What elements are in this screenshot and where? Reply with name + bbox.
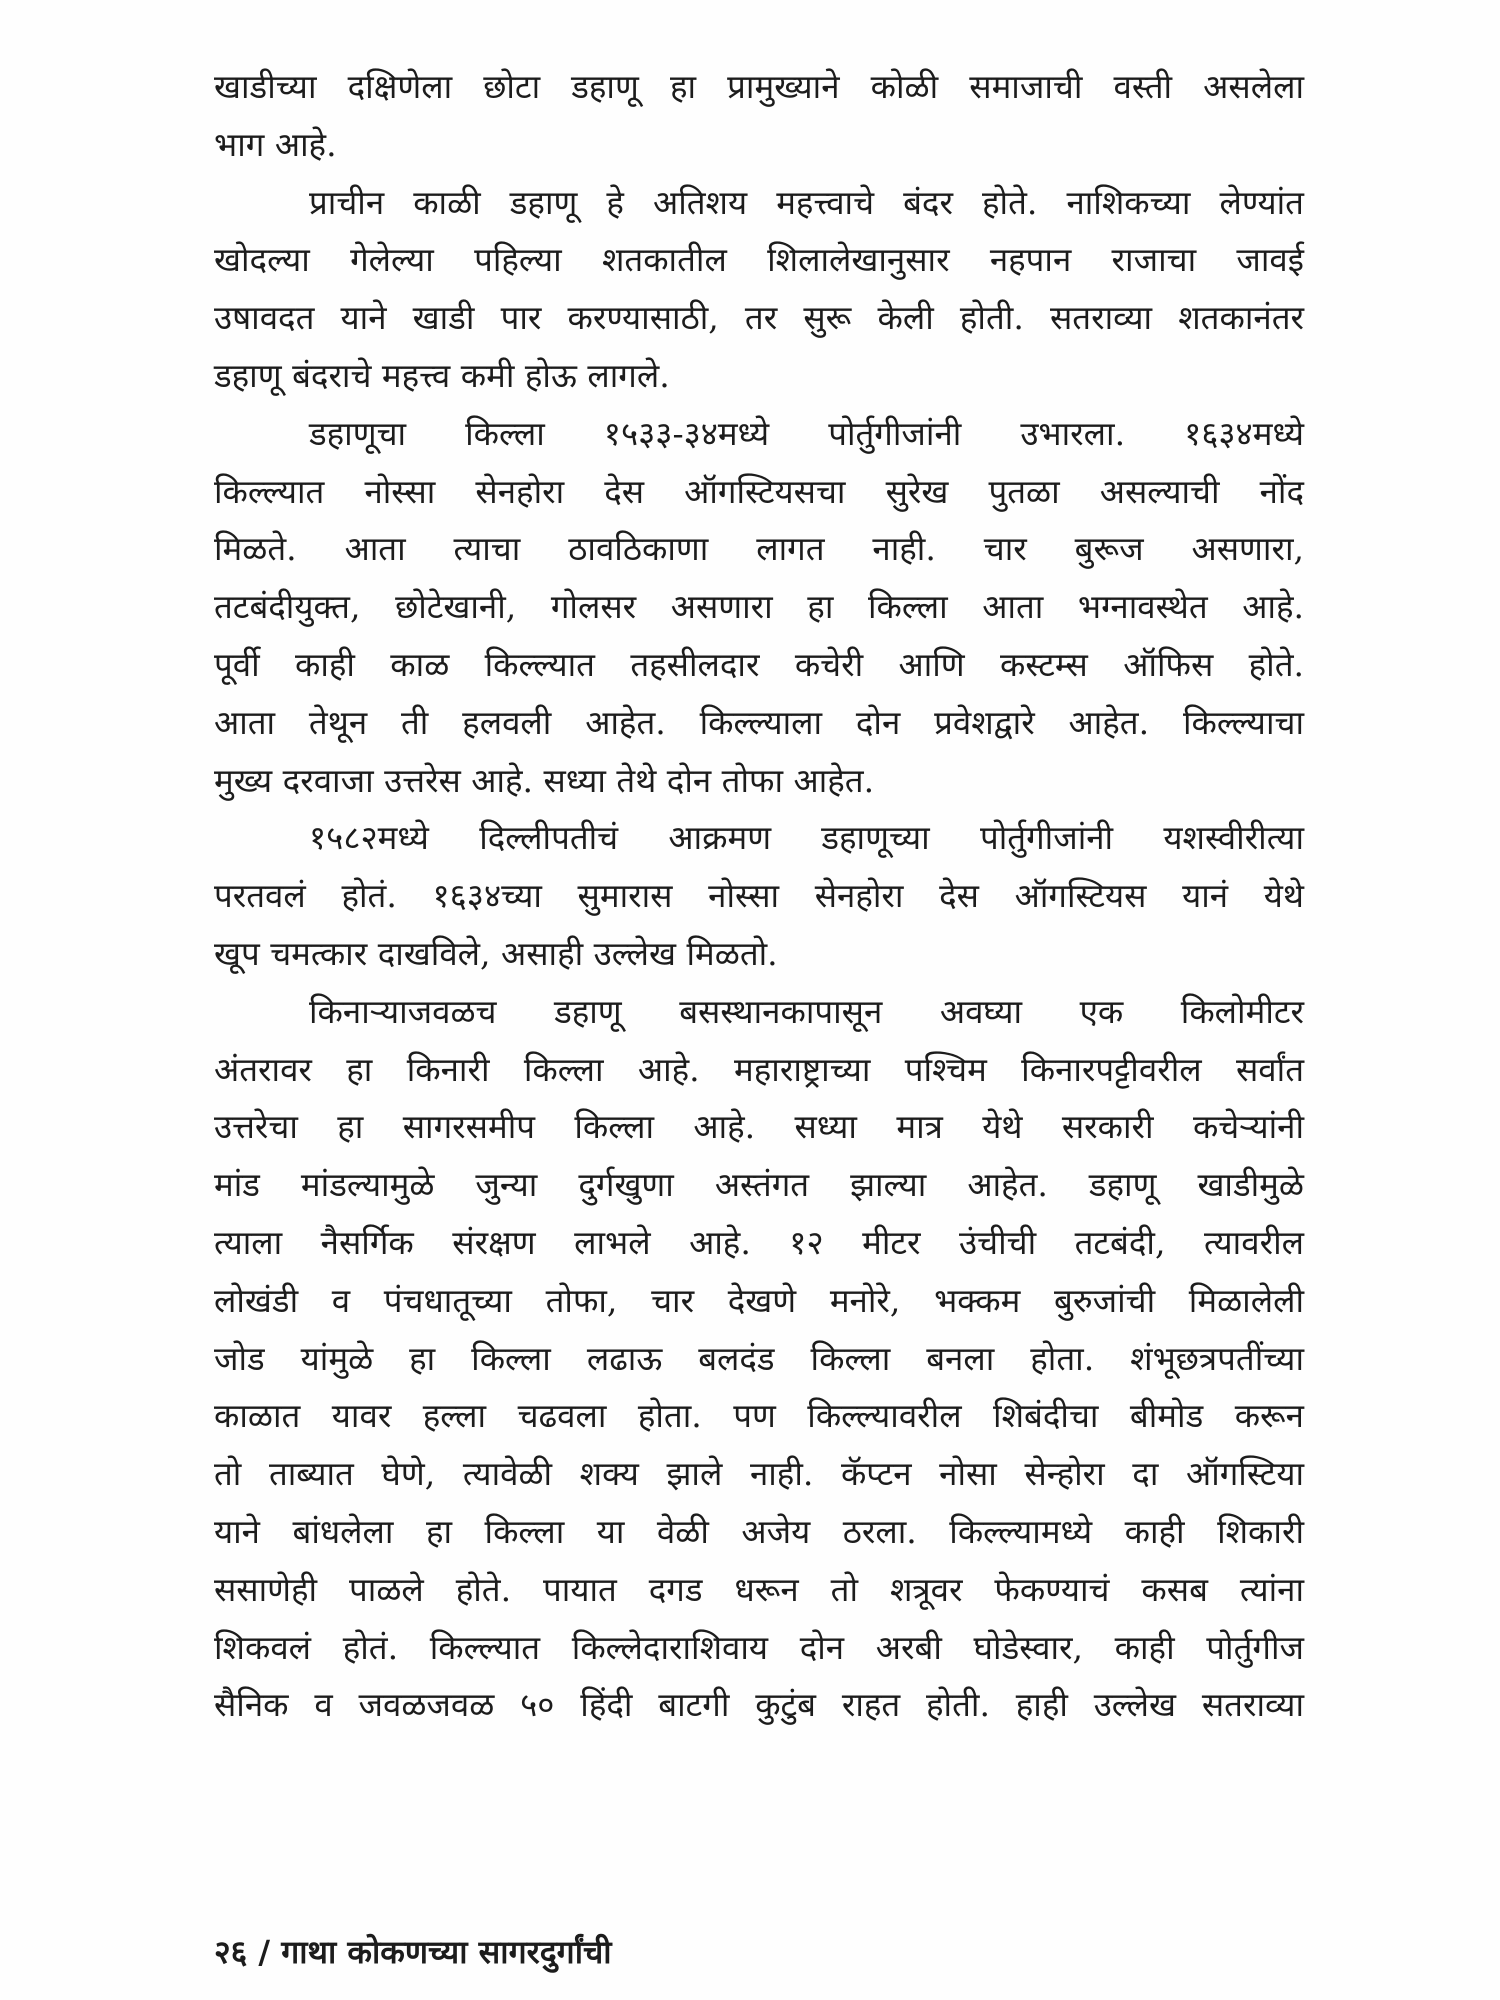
paragraph-start-line: प्राचीन काळी डहाणू हे अतिशय महत्त्वाचे बंदर होते. नाशिकच्या लेण्यांत [309, 182, 1304, 222]
paragraph-start-line: किनाऱ्याजवळच डहाणू बसस्थानकापासून अवघ्या एक किलोमीटर [309, 991, 1304, 1031]
text-line: मुख्य दरवाजा उत्तरेस आहे. सध्या तेथे दोन तोफा आहेत. [214, 760, 875, 800]
text-line: काळात यावर हल्ला चढवला होता. पण किल्ल्यावरील शिबंदीचा बीमोड करून [214, 1396, 1304, 1436]
text-line: शिकवलं होतं. किल्ल्यात किल्लेदाराशिवाय दोन अरबी घोडेस्वार, काही पोर्तुगीज [214, 1627, 1304, 1667]
text-line: खाडीच्या दक्षिणेला छोटा डहाणू हा प्रामुख्याने कोळी समाजाची वस्ती असलेला [214, 67, 1304, 106]
text-line: आता तेथून ती हलवली आहेत. किल्ल्याला दोन प्रवेशद्वारे आहेत. किल्ल्याचा [214, 702, 1304, 742]
text-line: मांड मांडल्यामुळे जुन्या दुर्गखुणा अस्तंगत झाल्या आहेत. डहाणू खाडीमुळे [214, 1165, 1304, 1205]
text-line: उषावदत याने खाडी पार करण्यासाठी, तर सुरू केली होती. सतराव्या शतकानंतर [214, 298, 1304, 338]
text-line: ससाणेही पाळले होते. पायात दगड धरून तो शत्रूवर फेकण्याचं कसब त्यांना [214, 1569, 1304, 1609]
text-line: सैनिक व जवळजवळ ५० हिंदी बाटगी कुटुंब राहत होती. हाही उल्लेख सतराव्या [214, 1685, 1304, 1725]
text-line: परतवलं होतं. १६३४च्या सुमारास नोस्सा सेनहोरा देस ऑगस्टियस यानं येथे [214, 876, 1304, 916]
text-line: मिळते. आता त्याचा ठावठिकाणा लागत नाही. चार बुरूज असणारा, [214, 529, 1304, 569]
text-line: याने बांधलेला हा किल्ला या वेळी अजेय ठरला. किल्ल्यामध्ये काही शिकारी [214, 1511, 1304, 1551]
paragraph-start-line: १५८२मध्ये दिल्लीपतीचं आक्रमण डहाणूच्या पोर्तुगीजांनी यशस्वीरीत्या [309, 818, 1304, 858]
text-line: तो ताब्यात घेणे, त्यावेळी शक्य झाले नाही. कॅप्टन नोसा सेन्होरा दा ऑगस्टिया [214, 1454, 1304, 1494]
text-line: किल्ल्यात नोस्सा सेनहोरा देस ऑगस्टियसचा सुरेख पुतळा असल्याची नोंद [214, 471, 1304, 511]
text-line: अंतरावर हा किनारी किल्ला आहे. महाराष्ट्राच्या पश्चिम किनारपट्टीवरील सर्वांत [214, 1049, 1304, 1089]
text-line: पूर्वी काही काळ किल्ल्यात तहसीलदार कचेरी आणि कस्टम्स ऑफिस होते. [214, 644, 1304, 684]
text-line: लोखंडी व पंचधातूच्या तोफा, चार देखणे मनोरे, भक्कम बुरुजांची मिळालेली [214, 1280, 1304, 1320]
paragraph-start-line: डहाणूचा किल्ला १५३३-३४मध्ये पोर्तुगीजांनी उभारला. १६३४मध्ये [309, 413, 1304, 453]
page-footer: २६ / गाथा कोकणच्या सागरदुर्गांची [214, 1933, 612, 1971]
text-line: डहाणू बंदराचे महत्त्व कमी होऊ लागले. [214, 355, 670, 395]
body-text [214, 58, 1304, 1734]
text-line: उत्तरेचा हा सागरसमीप किल्ला आहे. सध्या मात्र येथे सरकारी कचेऱ्यांनी [214, 1107, 1304, 1147]
text-line: तटबंदीयुक्त, छोटेखानी, गोलसर असणारा हा किल्ला आता भग्नावस्थेत आहे. [214, 587, 1304, 627]
text-line: भाग आहे. [214, 124, 337, 164]
text-line: खोदल्या गेलेल्या पहिल्या शतकातील शिलालेखानुसार नहपान राजाचा जावई [214, 240, 1304, 280]
text-line: जोड यांमुळे हा किल्ला लढाऊ बलदंड किल्ला बनला होता. शंभूछत्रपतींच्या [214, 1338, 1304, 1378]
text-line: खूप चमत्कार दाखविले, असाही उल्लेख मिळतो. [214, 933, 778, 973]
text-line: त्याला नैसर्गिक संरक्षण लाभले आहे. १२ मीटर उंचीची तटबंदी, त्यावरील [214, 1222, 1304, 1262]
